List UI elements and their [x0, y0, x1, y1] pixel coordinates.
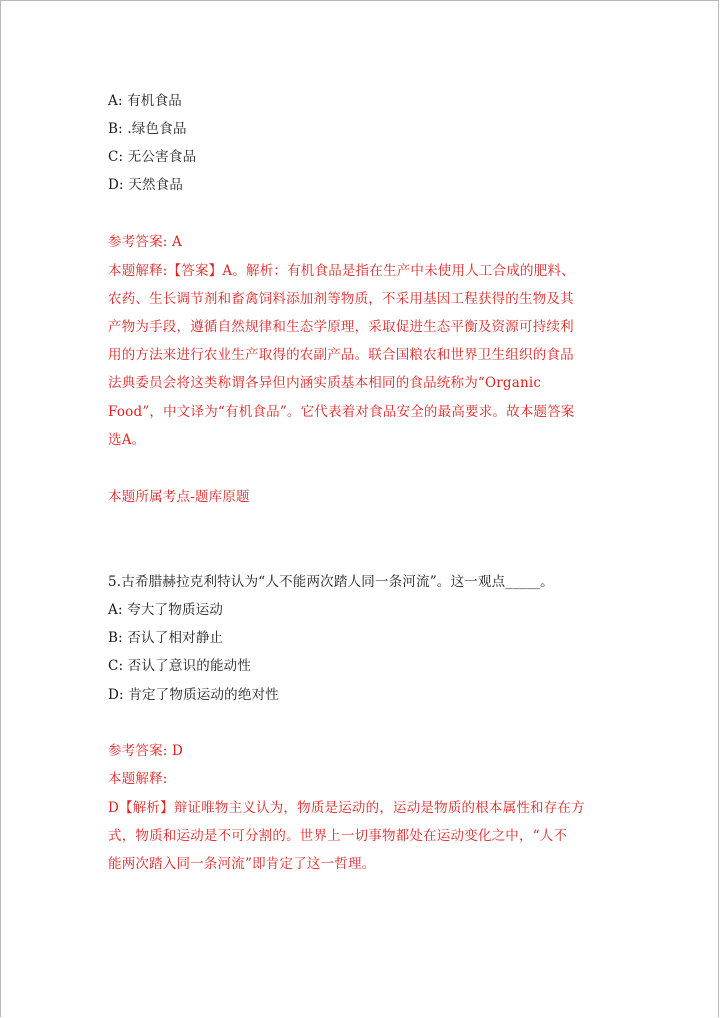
q5-option-d: D: 肯定了物质运动的绝对性 [108, 687, 279, 703]
q4-explanation-line: 法典委员会将这类称谓各异但内涵实质基本相同的食品统称为“Organic [108, 375, 542, 391]
page-border-top [0, 0, 718, 1]
q4-explanation-line: 选A。 [108, 432, 146, 448]
q4-explanation-line: 用的方法来进行农业生产取得的农副产品。联合国粮农和世界卫生组织的食品 [108, 347, 574, 363]
q5-answer: 参考答案: D [108, 743, 184, 759]
q4-option-d: D: 天然食品 [108, 177, 184, 193]
q4-explanation-line: 产物为手段，遵循自然规律和生态学原理，采取促进生态平衡及资源可持续利 [108, 319, 574, 335]
q4-option-b: B: .绿色食品 [108, 121, 187, 137]
q5-explanation-line: 式，物质和运动是不可分割的。世界上一切事物都处在运动变化之中，“人不 [108, 828, 568, 844]
q5-explanation-line: D【解析】辩证唯物主义认为，物质是运动的，运动是物质的根本属性和存在方 [108, 800, 585, 816]
q5-option-c: C: 否认了意识的能动性 [108, 658, 252, 674]
page-border-right [718, 0, 719, 1017]
q4-option-a: A: 有机食品 [108, 93, 182, 109]
q5-explanation-line: 能两次踏入同一条河流”即肯定了这一哲理。 [108, 856, 376, 872]
q4-explanation-line: 农药、生长调节剂和畜禽饲料添加剂等物质，不采用基因工程获得的生物及其 [108, 291, 574, 307]
q4-topic: 本题所属考点-题库原题 [108, 489, 250, 505]
q5-explanation-label: 本题解释: [108, 771, 168, 787]
q5-option-b: B: 否认了相对静止 [108, 630, 224, 646]
q5-stem: 5.古希腊赫拉克利特认为“人不能两次踏人同一条河流”。这一观点_____。 [108, 574, 554, 590]
q5-option-a: A: 夸大了物质运动 [108, 602, 224, 618]
q4-explanation-line: Food”，中文译为“有机食品”。它代表着对食品安全的最高要求。故本题答案 [108, 404, 575, 420]
q4-option-c: C: 无公害食品 [108, 149, 197, 165]
page-border-left [0, 0, 1, 1017]
q4-answer: 参考答案: A [108, 234, 182, 250]
q4-explanation-line: 本题解释:【答案】A。解析：有机食品是指在生产中未使用人工合成的肥料、 [108, 263, 575, 279]
